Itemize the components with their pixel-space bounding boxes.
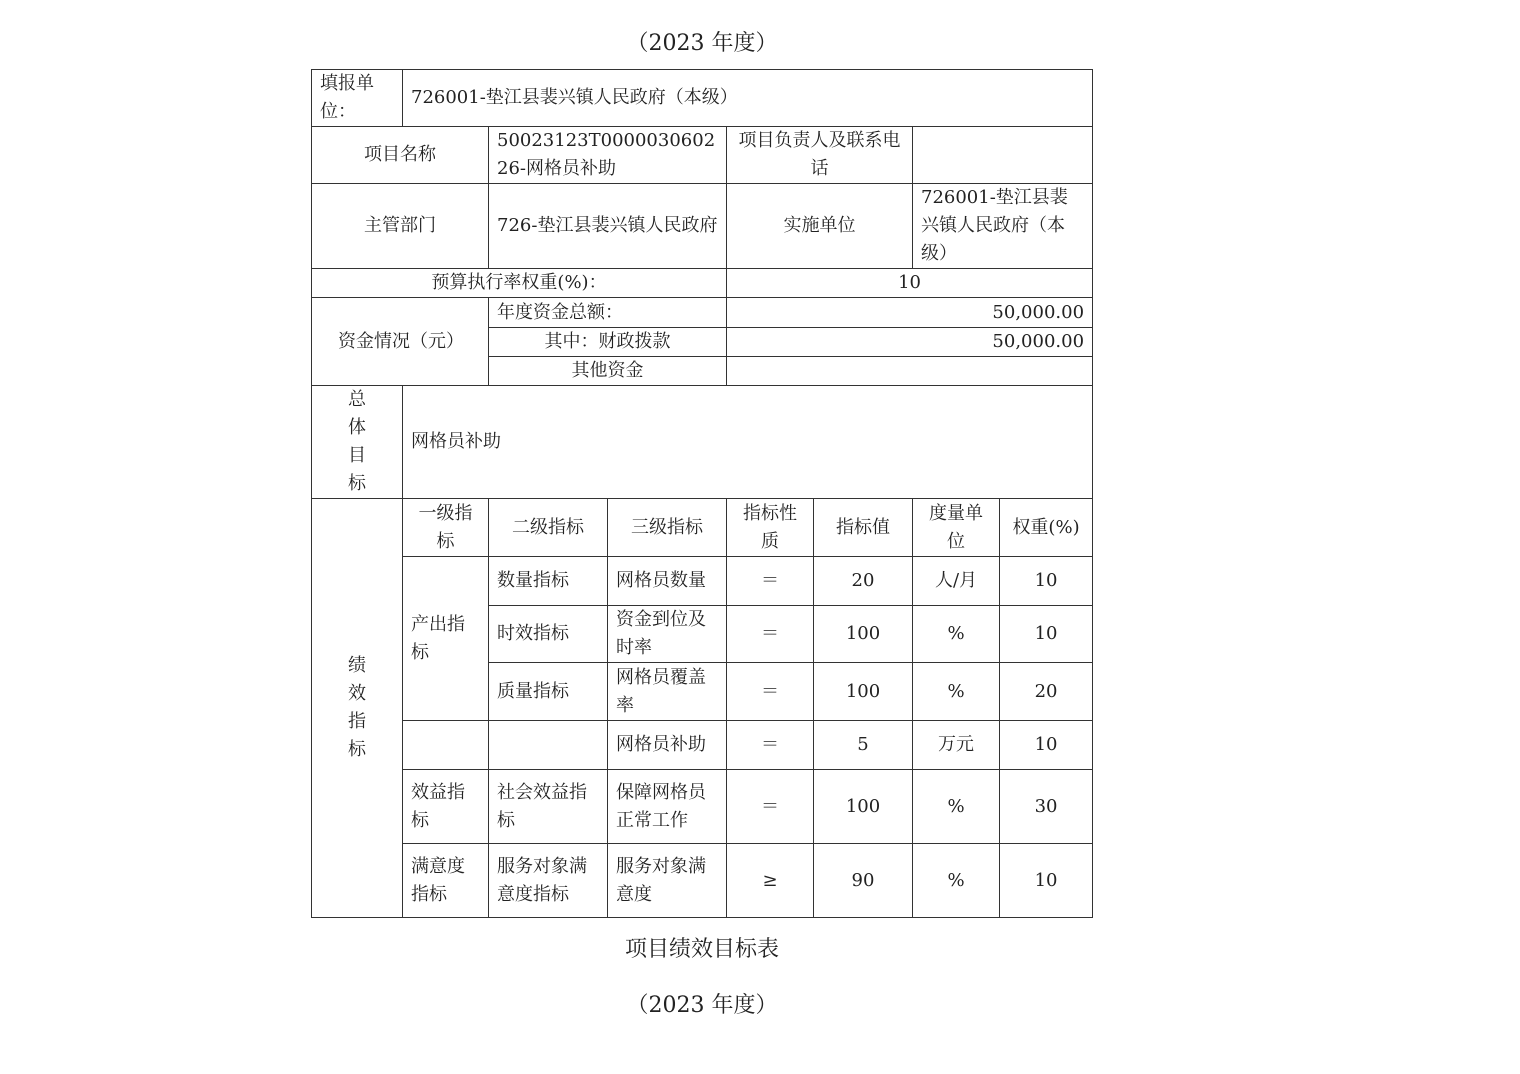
row-level2: 服务对象满意度指标 — [489, 844, 608, 918]
row-level3: 服务对象满意度 — [608, 844, 727, 918]
row-weight: 20 — [1000, 663, 1093, 721]
row-weight: 10 — [1000, 606, 1093, 663]
row-nature: ＝ — [727, 663, 814, 721]
project-name-row — [312, 127, 1093, 184]
goal-row — [312, 386, 1093, 499]
funds-other-value — [727, 357, 1093, 386]
funds-fiscal-value: 50,000.00 — [727, 328, 1093, 357]
header-weight: 权重(%) — [1000, 499, 1093, 557]
table-title: 项目绩效目标表 — [624, 937, 779, 962]
table-row — [312, 844, 1093, 918]
dept-label: 主管部门 — [312, 184, 489, 269]
row-value: 100 — [814, 770, 913, 844]
row-value: 100 — [814, 663, 913, 721]
row-nature: ＝ — [727, 721, 814, 770]
unit-value: 726001-垫江县裴兴镇人民政府（本级） — [403, 70, 1093, 127]
budget-weight-value: 10 — [727, 269, 1093, 298]
perf-label: 绩 效 指 标 — [312, 499, 403, 918]
row-weight: 30 — [1000, 770, 1093, 844]
header-level1: 一级指标 — [403, 499, 489, 557]
goal-label: 总 体 目 标 — [312, 386, 403, 499]
row-unit: 万元 — [913, 721, 1000, 770]
table-row — [312, 770, 1093, 844]
performance-target-table — [311, 69, 1093, 918]
row-level3: 资金到位及时率 — [608, 606, 727, 663]
year-label: （2023 年度） — [626, 31, 778, 56]
header-unit: 度量单位 — [913, 499, 1000, 557]
row-level1: 产出指标 — [403, 557, 489, 721]
row-level2: 社会效益指标 — [489, 770, 608, 844]
project-name-value: 50023123T000003060226-网格员补助 — [489, 127, 727, 184]
impl-value: 726001-垫江县裴兴镇人民政府（本级） — [913, 184, 1093, 269]
row-level3: 网格员补助 — [608, 721, 727, 770]
row-nature: ＝ — [727, 606, 814, 663]
indicator-header-row — [312, 499, 1093, 557]
contact-label: 项目负责人及联系电话 — [727, 127, 913, 184]
row-weight: 10 — [1000, 557, 1093, 606]
row-value: 90 — [814, 844, 913, 918]
goal-value: 网格员补助 — [403, 386, 1093, 499]
row-unit: % — [913, 844, 1000, 918]
header-level3: 三级指标 — [608, 499, 727, 557]
row-unit: % — [913, 663, 1000, 721]
funds-total-value: 50,000.00 — [727, 298, 1093, 328]
budget-weight-row — [312, 269, 1093, 298]
unit-label: 填报单位： — [312, 70, 403, 127]
row-nature: ≥ — [727, 844, 814, 918]
funds-other-label: 其他资金 — [489, 357, 727, 386]
dept-row — [312, 184, 1093, 269]
impl-label: 实施单位 — [727, 184, 913, 269]
row-value: 20 — [814, 557, 913, 606]
row-nature: ＝ — [727, 557, 814, 606]
table-row — [312, 557, 1093, 606]
row-value: 100 — [814, 606, 913, 663]
row-level2: 时效指标 — [489, 606, 608, 663]
budget-weight-label: 预算执行率权重(%)： — [312, 269, 727, 298]
row-level3: 网格员数量 — [608, 557, 727, 606]
row-value: 5 — [814, 721, 913, 770]
row-level3: 保障网格员正常工作 — [608, 770, 727, 844]
header-level2: 二级指标 — [489, 499, 608, 557]
header-nature: 指标性质 — [727, 499, 814, 557]
row-unit: % — [913, 606, 1000, 663]
row-unit: % — [913, 770, 1000, 844]
row-level1: 效益指标 — [403, 770, 489, 844]
row-nature: ＝ — [727, 770, 814, 844]
row-level1: 满意度指标 — [403, 844, 489, 918]
table-row — [312, 721, 1093, 770]
row-unit: 人/月 — [913, 557, 1000, 606]
row-level1 — [403, 721, 489, 770]
row-weight: 10 — [1000, 844, 1093, 918]
funds-total-row — [312, 298, 1093, 328]
contact-value — [913, 127, 1093, 184]
funds-label: 资金情况（元） — [312, 298, 489, 386]
row-level2 — [489, 721, 608, 770]
row-level2: 数量指标 — [489, 557, 608, 606]
header-value: 指标值 — [814, 499, 913, 557]
row-level2: 质量指标 — [489, 663, 608, 721]
funds-fiscal-label: 其中：财政拨款 — [489, 328, 727, 357]
dept-value: 726-垫江县裴兴镇人民政府 — [489, 184, 727, 269]
funds-total-label: 年度资金总额： — [489, 298, 727, 328]
year-label-bottom: （2023 年度） — [626, 993, 778, 1018]
row-weight: 10 — [1000, 721, 1093, 770]
project-name-label: 项目名称 — [312, 127, 489, 184]
row-level3: 网格员覆盖率 — [608, 663, 727, 721]
unit-row — [312, 70, 1093, 127]
